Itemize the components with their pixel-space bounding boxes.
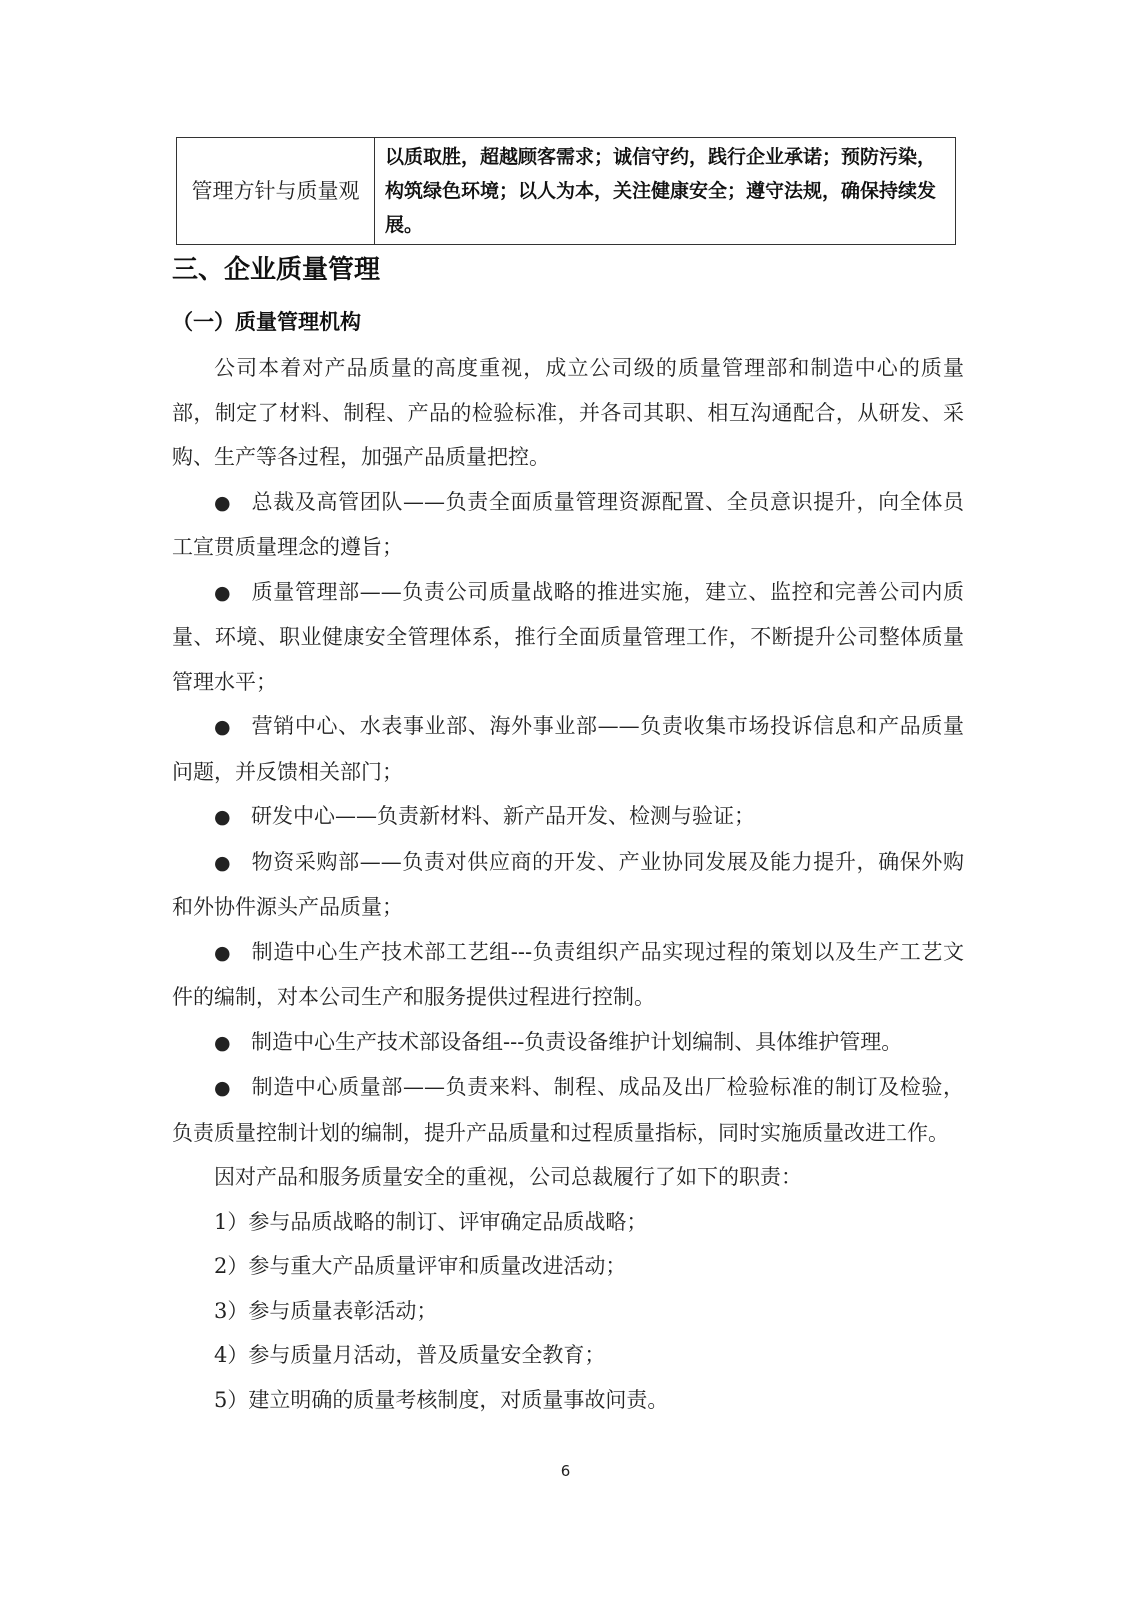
bullet-icon: ● [214, 716, 231, 738]
list-item-text: 研发中心——负责新材料、新产品开发、检测与验证； [251, 804, 755, 828]
policy-value-cell: 以质取胜，超越顾客需求；诚信守约，践行企业承诺；预防污染，构筑绿色环境；以人为本，关注健康安全；遵守法规，确保持续发展。 [375, 138, 956, 245]
body-text [172, 346, 964, 1422]
list-item [172, 840, 964, 930]
intro-paragraph: 公司本着对产品质量的高度重视，成立公司级的质量管理部和制造中心的质量部，制定了材料、制程、产品的检验标准，并各司其职、相互沟通配合，从研发、采购、生产等各过程，加强产品质量把控。 [172, 356, 964, 469]
page-number: 6 [560, 1462, 571, 1480]
bullet-icon: ● [214, 491, 231, 514]
list-item-text: 营销中心、水表事业部、海外事业部——负责收集市场投诉信息和产品质量问题，并反馈相关部门； [172, 714, 964, 784]
duty-item: 1）参与品质战略的制订、评审确定品质战略； [214, 1209, 648, 1234]
list-item-text: 制造中心质量部——负责来料、制程、成品及出厂检验标准的制订及检验，负责质量控制计划的编制，提升产品质量和过程质量指标，同时实施质量改进工作。 [172, 1075, 964, 1145]
list-item [172, 480, 964, 570]
duties-intro: 因对产品和服务质量安全的重视，公司总裁履行了如下的职责： [214, 1165, 802, 1189]
list-item [172, 930, 964, 1020]
policy-label-cell: 管理方针与质量观 [177, 138, 375, 245]
section-title: 三、企业质量管理 [172, 255, 381, 285]
duty-item: 4）参与质量月活动，普及质量安全教育； [214, 1343, 606, 1367]
list-item-text: 制造中心生产技术部设备组---负责设备维护计划编制、具体维护管理。 [251, 1029, 903, 1054]
list-item-text: 制造中心生产技术部工艺组---负责组织产品实现过程的策划以及生产工艺文件的编制，对本公司生产和服务提供过程进行控制。 [172, 939, 964, 1009]
duty-item: 3）参与质量表彰活动； [214, 1298, 438, 1323]
list-item [172, 1020, 964, 1066]
list-item [172, 794, 964, 840]
bullet-icon: ● [214, 806, 231, 828]
table-row [177, 138, 956, 245]
duty-item: 5）建立明确的质量考核制度，对质量事故问责。 [214, 1387, 669, 1412]
policy-table [176, 137, 956, 245]
list-item-text: 质量管理部——负责公司质量战略的推进实施，建立、监控和完善公司内质量、环境、职业健康安全管理体系，推行全面质量管理工作，不断提升公司整体质量管理水平； [172, 579, 964, 694]
list-item [172, 1065, 964, 1155]
bullet-icon: ● [214, 851, 231, 874]
bullet-icon: ● [214, 581, 231, 604]
bullet-icon: ● [214, 1031, 231, 1054]
list-item-text: 物资采购部——负责对供应商的开发、产业协同发展及能力提升，确保外购和外协件源头产品质量； [172, 849, 964, 919]
duty-item: 2）参与重大产品质量评审和质量改进活动； [214, 1254, 627, 1278]
list-item [172, 570, 964, 705]
bullet-icon: ● [214, 1077, 231, 1099]
list-item [172, 704, 964, 794]
subsection-title: （一）质量管理机构 [172, 309, 361, 334]
bullet-icon: ● [214, 941, 231, 964]
list-item-text: 总裁及高管团队——负责全面质量管理资源配置、全员意识提升，向全体员工宣贯质量理念的遵旨； [172, 489, 964, 559]
